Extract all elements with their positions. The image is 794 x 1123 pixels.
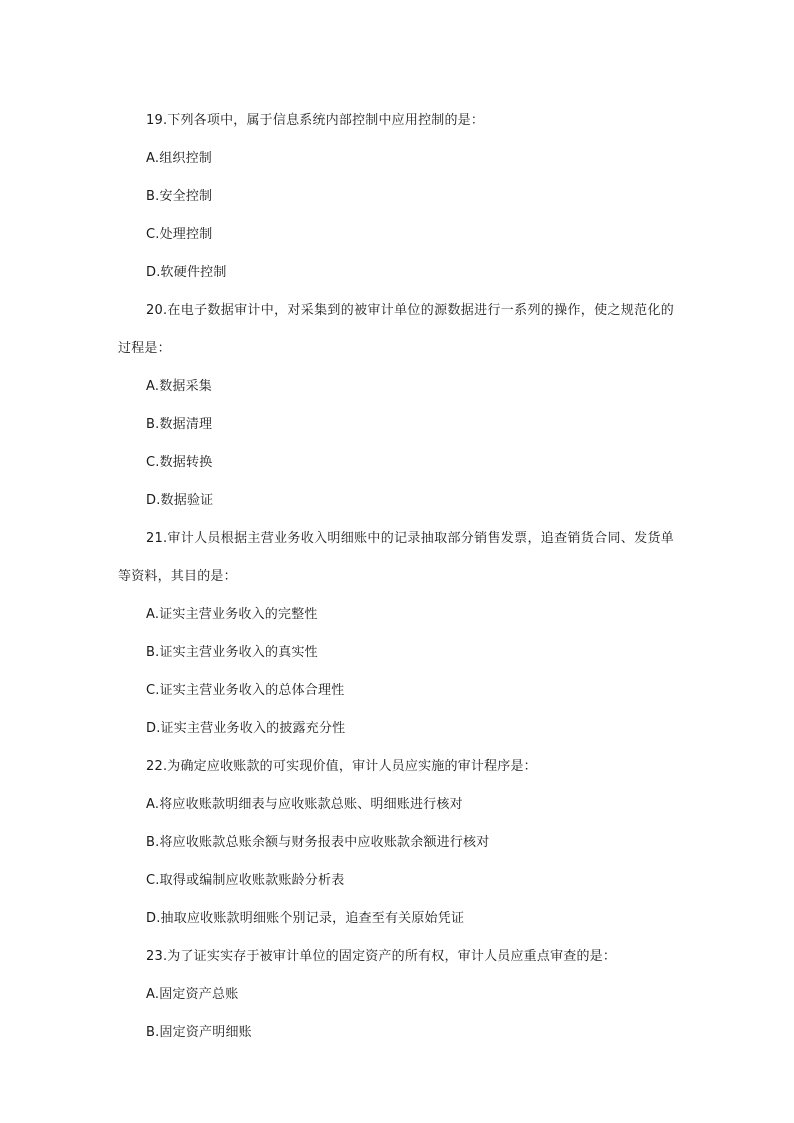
option-c: C.取得或编制应收账款账龄分析表 [146,873,345,888]
option-b: B.证实主营业务收入的真实性 [146,645,318,660]
option-d: D.软硬件控制 [146,265,227,280]
option-a: A.数据采集 [146,379,212,394]
document-page [118,102,674,1052]
question-stem: 22.为确定应收账款的可实现价值，审计人员应实施的审计程序是： [146,759,537,774]
question-19 [118,102,674,292]
question-stem: 23.为了证实实存于被审计单位的固定资产的所有权，审计人员应重点审查的是： [146,949,617,964]
question-stem: 19.下列各项中，属于信息系统内部控制中应用控制的是： [146,113,485,128]
option-a: A.将应收账款明细表与应收账款总账、明细账进行核对 [146,797,463,812]
option-b: B.将应收账款总账余额与财务报表中应收账款余额进行核对 [146,835,490,850]
option-b: B.数据清理 [146,417,213,432]
question-23 [118,938,674,1052]
option-a: A.证实主营业务收入的完整性 [146,607,318,622]
option-d: D.抽取应收账款明细账个别记录，追查至有关原始凭证 [146,911,465,926]
option-c: C.证实主营业务收入的总体合理性 [146,683,345,698]
option-a: A.固定资产总账 [146,987,239,1002]
option-b: B.安全控制 [146,189,213,204]
option-d: D.证实主营业务收入的披露充分性 [146,721,346,736]
question-22 [118,748,674,938]
question-20 [118,292,674,520]
option-d: D.数据验证 [146,493,214,508]
option-b: B.固定资产明细账 [146,1025,252,1040]
option-a: A.组织控制 [146,151,212,166]
option-c: C.处理控制 [146,227,213,242]
question-21 [118,520,674,748]
question-stem: 20.在电子数据审计中，对采集到的被审计单位的源数据进行一系列的操作，使之规范化的过程是： [118,303,674,356]
question-stem: 21.审计人员根据主营业务收入明细账中的记录抽取部分销售发票，追查销货合同、发货单等资料，其目的是： [118,531,674,584]
option-c: C.数据转换 [146,455,213,470]
